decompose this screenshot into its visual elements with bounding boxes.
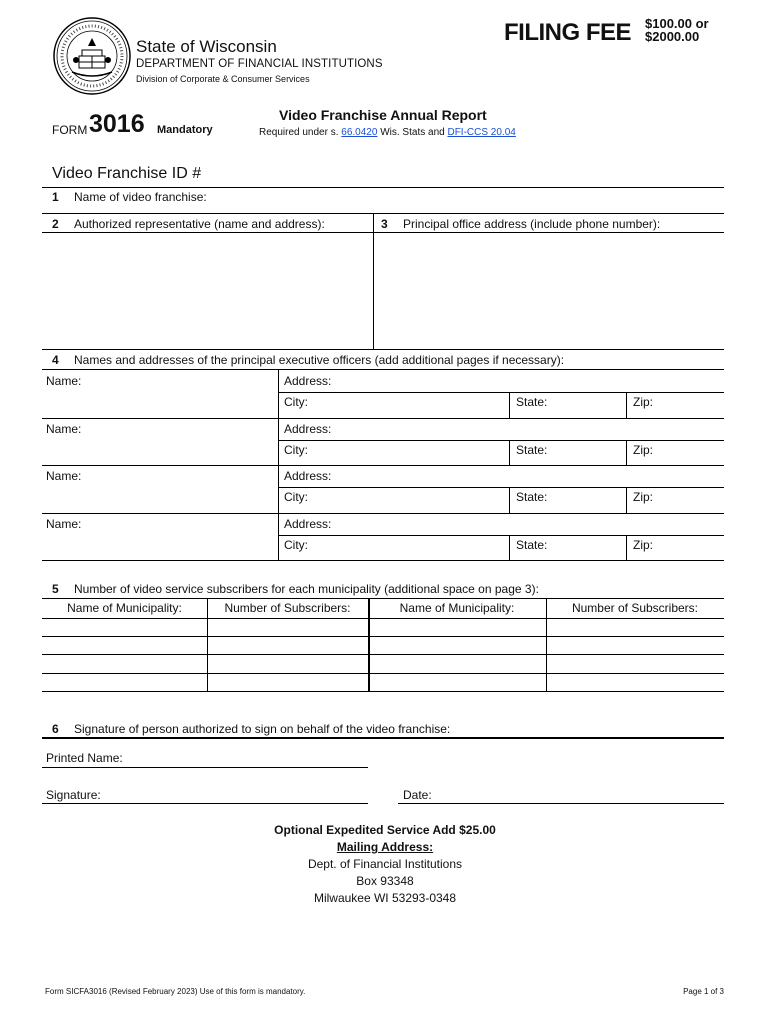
officer-address-input[interactable] — [338, 419, 723, 439]
officer-state-label: State: — [516, 442, 548, 457]
subscriber-count-cell[interactable] — [548, 637, 722, 653]
officer-city-input[interactable] — [312, 441, 507, 465]
date-input[interactable] — [438, 785, 724, 803]
officer-state-input[interactable] — [552, 536, 624, 560]
franchise-name-input[interactable] — [42, 188, 724, 213]
municipality-name-cell[interactable] — [370, 637, 544, 653]
state-name: State of Wisconsin — [136, 37, 277, 56]
mailing-line-1: Dept. of Financial Institutions — [307, 857, 463, 871]
filing-fee-amount-1: $100.00 or — [645, 16, 709, 31]
officer-zip-input[interactable] — [658, 441, 723, 465]
mailing-line-2: Box 93348 — [356, 874, 414, 888]
printed-name-label: Printed Name: — [46, 751, 123, 765]
officer-state-input[interactable] — [552, 393, 624, 417]
municipality-header-1: Name of Municipality: — [67, 601, 182, 615]
officer-name-input[interactable] — [90, 514, 276, 560]
municipality-name-cell[interactable] — [370, 655, 544, 671]
footer-page-number: Page 1 of 3 — [683, 987, 724, 996]
officer-name-input[interactable] — [90, 466, 276, 512]
rule-link[interactable]: DFI-CCS 20.04 — [447, 127, 516, 138]
required-mid: Wis. Stats and — [380, 127, 445, 138]
officer-city-input[interactable] — [312, 536, 507, 560]
subscriber-count-cell[interactable] — [209, 655, 366, 671]
section-5-label: 5 Number of video service subscribers for each municipality (additional space on page 3): — [52, 582, 539, 596]
form-number: 3016 — [89, 110, 145, 138]
expedited-service: Optional Expedited Service Add $25.00 — [274, 823, 496, 837]
officer-zip-input[interactable] — [658, 393, 723, 417]
section-6-label: 6 Signature of person authorized to sign on behalf of the video franchise: — [52, 722, 451, 736]
officer-name-label: Name: — [46, 516, 82, 531]
date-label: Date: — [403, 788, 432, 802]
section-1-label: 1 Name of video franchise: — [52, 190, 207, 204]
required-prefix: Required under s. — [259, 127, 339, 138]
section-4-label: 4 Names and addresses of the principal executive officers (add additional pages if necessary): — [52, 353, 565, 367]
officer-name-label: Name: — [46, 469, 82, 483]
officer-zip-label: Zip: — [633, 442, 654, 457]
statute-link[interactable]: 66.0420 — [341, 127, 378, 138]
officer-city-input[interactable] — [312, 393, 507, 417]
officer-city-label: City: — [284, 395, 308, 409]
officer-address-input[interactable] — [338, 514, 723, 534]
municipality-name-cell[interactable] — [44, 637, 205, 653]
subscriber-count-cell[interactable] — [548, 655, 722, 671]
principal-office-input[interactable] — [374, 233, 724, 349]
report-title: Video Franchise Annual Report — [279, 107, 487, 123]
municipality-name-cell[interactable] — [44, 674, 205, 690]
subscriber-count-cell[interactable] — [548, 674, 722, 690]
officer-state-label: State: — [516, 537, 548, 552]
authorized-representative-input[interactable] — [42, 233, 372, 349]
municipality-header-4: Number of Subscribers: — [571, 601, 699, 615]
officer-name-label: Name: — [46, 374, 82, 388]
subscriber-count-cell[interactable] — [209, 637, 366, 653]
officer-state-input[interactable] — [552, 441, 624, 465]
officer-zip-input[interactable] — [658, 488, 723, 512]
required-statement — [259, 127, 516, 138]
officer-zip-input[interactable] — [658, 536, 723, 560]
officer-city-label: City: — [284, 537, 308, 552]
signature-label: Signature: — [46, 788, 101, 802]
officer-state-label: State: — [516, 490, 548, 504]
subscriber-count-cell[interactable] — [209, 674, 366, 690]
form-prefix: FORM — [52, 123, 88, 137]
signature-input[interactable] — [110, 785, 368, 803]
officer-address-input[interactable] — [338, 371, 723, 391]
subscriber-count-cell[interactable] — [548, 619, 722, 635]
filing-fee-amount-2: $2000.00 — [645, 29, 700, 44]
officer-address-label: Address: — [284, 469, 332, 483]
printed-name-input[interactable] — [130, 748, 368, 767]
filing-fee-label: FILING FEE — [504, 19, 631, 46]
officer-zip-label: Zip: — [633, 395, 654, 409]
officer-address-label: Address: — [284, 421, 332, 436]
department-name: DEPARTMENT OF FINANCIAL INSTITUTIONS — [136, 58, 383, 70]
municipality-header-3: Name of Municipality: — [399, 601, 515, 615]
section-3-label: 3 Principal office address (include phone number): — [381, 217, 661, 231]
division-name: Division of Corporate & Consumer Services — [136, 74, 310, 84]
municipality-name-cell[interactable] — [370, 674, 544, 690]
mailing-heading: Mailing Address: — [336, 840, 434, 854]
officer-city-input[interactable] — [312, 488, 507, 512]
subscriber-count-cell[interactable] — [209, 619, 366, 635]
officer-state-input[interactable] — [552, 488, 624, 512]
officer-zip-label: Zip: — [633, 490, 654, 504]
municipality-header-2: Number of Subscribers: — [224, 601, 351, 615]
mailing-line-3: Milwaukee WI 53293-0348 — [313, 891, 457, 905]
officer-address-label: Address: — [284, 516, 332, 531]
section-2-label: 2 Authorized representative (name and address): — [52, 217, 325, 231]
officer-name-input[interactable] — [90, 371, 276, 417]
municipality-name-cell[interactable] — [44, 619, 205, 635]
officer-city-label: City: — [284, 490, 308, 504]
footer-form-info: Form SICFA3016 (Revised February 2023) Use of this form is mandatory. — [45, 987, 306, 996]
municipality-name-cell[interactable] — [370, 619, 544, 635]
officer-name-label: Name: — [46, 421, 82, 436]
officer-address-input[interactable] — [338, 466, 723, 486]
form-mandatory: Mandatory — [157, 124, 213, 136]
officer-state-label: State: — [516, 395, 548, 409]
officer-address-label: Address: — [284, 374, 332, 388]
officer-city-label: City: — [284, 442, 308, 457]
state-seal — [52, 16, 132, 96]
municipality-name-cell[interactable] — [44, 655, 205, 671]
officer-name-input[interactable] — [90, 419, 276, 465]
officer-zip-label: Zip: — [633, 537, 654, 552]
franchise-id-label: Video Franchise ID # — [52, 165, 202, 182]
